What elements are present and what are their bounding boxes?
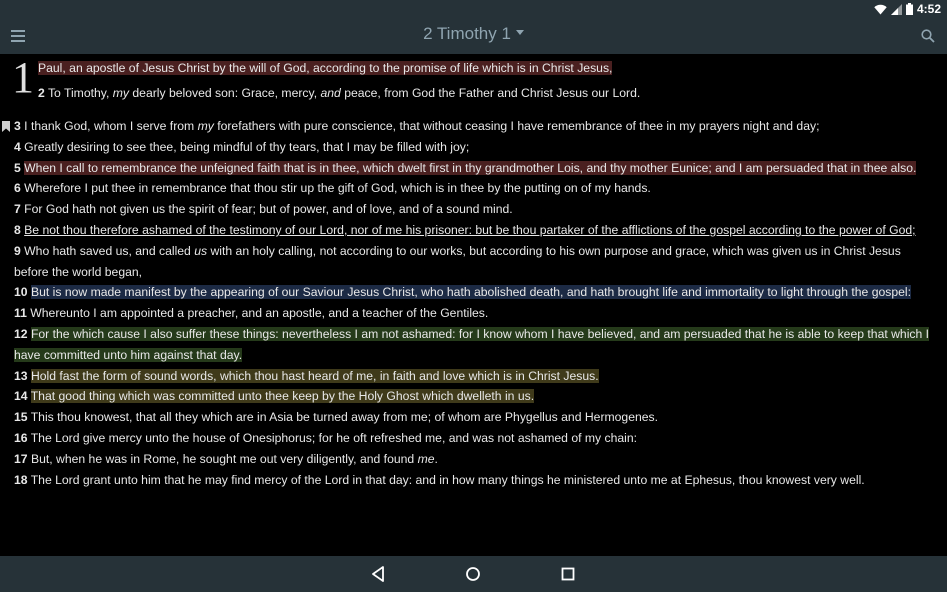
chevron-down-icon bbox=[516, 30, 524, 35]
verse-number: 11 bbox=[14, 306, 27, 321]
verse-9[interactable] bbox=[14, 241, 934, 283]
verse-8[interactable] bbox=[14, 220, 934, 241]
status-time: 4:52 bbox=[916, 2, 941, 16]
bible-text-view[interactable] bbox=[0, 54, 947, 556]
verse-15[interactable] bbox=[14, 407, 934, 428]
verse-text: . bbox=[434, 451, 438, 466]
verse-list bbox=[14, 116, 934, 490]
verse-number: 6 bbox=[14, 181, 21, 196]
verse-11[interactable] bbox=[14, 303, 934, 324]
verse-number: 9 bbox=[14, 243, 21, 258]
verse-number: 2 bbox=[38, 86, 45, 100]
verse-text: Whereunto I am appointed a preacher, and an apostle, and a teacher of the Gentiles. bbox=[26, 306, 489, 321]
verse-14[interactable] bbox=[14, 386, 934, 407]
verse-text: This thou knowest, that all they which are in Asia be turned away from me; of whom are Phygellus and Hermogenes. bbox=[27, 410, 659, 425]
verse-text-italic: my bbox=[197, 119, 214, 133]
back-icon[interactable] bbox=[370, 565, 388, 583]
wifi-icon bbox=[874, 4, 887, 15]
verse-text: But, when he was in Rome, he sought me out very diligently, and found bbox=[27, 451, 418, 466]
signal-icon bbox=[891, 4, 902, 15]
verse-6[interactable] bbox=[14, 178, 934, 199]
verse-text: peace, from God the Father and Christ Jesus our Lord. bbox=[340, 86, 641, 100]
verse-16[interactable] bbox=[14, 428, 934, 449]
verse-text: I thank God, whom I serve from bbox=[20, 119, 198, 133]
verse-number: 12 bbox=[14, 326, 28, 341]
verse-number: 14 bbox=[14, 389, 28, 404]
verse-12[interactable] bbox=[14, 324, 934, 366]
verse-text: Who hath saved us, and called bbox=[20, 243, 195, 258]
verse-text: Wherefore I put thee in remembrance that thou stir up the gift of God, which is in thee by the putting on of my hands. bbox=[20, 181, 651, 196]
verse-number: 7 bbox=[14, 202, 21, 217]
verse-text: For the which cause I also suffer these things: nevertheless I am not ashamed: for I know whom I have believed, and am persuaded that he is able to keep that which I have committed unto him against that day. bbox=[14, 326, 930, 362]
recents-icon[interactable] bbox=[559, 565, 577, 583]
system-nav-bar bbox=[0, 556, 947, 592]
verse-17[interactable] bbox=[14, 449, 934, 470]
verse-number: 3 bbox=[14, 119, 21, 133]
verse-text: with an holy calling, not according to our works, but according to his own purpose and grace, which was given us in Christ Jesus before the world began, bbox=[14, 243, 901, 279]
verse-3[interactable] bbox=[14, 116, 934, 137]
verse-number: 13 bbox=[14, 368, 28, 383]
chapter-number: 1 bbox=[12, 54, 34, 102]
verse-text: Paul, an apostle of Jesus Christ by the will of God, according to the promise of life which is in Christ Jesus, bbox=[38, 61, 613, 75]
verse-text: Greatly desiring to see thee, being mindful of thy tears, that I may be filled with joy; bbox=[20, 139, 470, 154]
verse-text: Be not thou therefore ashamed of the testimony of our Lord, nor of me his prisoner: but be thou partaker of the afflictions of the gospel according to the power of God; bbox=[24, 222, 916, 237]
verse-1[interactable] bbox=[38, 58, 612, 79]
verse-10[interactable] bbox=[14, 282, 934, 303]
verse-2[interactable] bbox=[38, 83, 640, 104]
verse-number: 17 bbox=[14, 451, 28, 466]
verse-7[interactable] bbox=[14, 199, 934, 220]
verse-text: When I call to remembrance the unfeigned faith that is in thee, which dwelt first in thy grandmother Lois, and thy mother Eunice; and I am persuaded that in thee also. bbox=[24, 160, 917, 175]
verse-number: 5 bbox=[14, 160, 21, 175]
app-bar bbox=[0, 18, 947, 54]
verse-text: That good thing which was committed unto thee keep by the Holy Ghost which dwelleth in us. bbox=[30, 389, 535, 404]
page-title: 2 Timothy 1 bbox=[423, 24, 511, 43]
verse-number: 10 bbox=[14, 285, 28, 300]
verse-18[interactable] bbox=[14, 470, 934, 491]
verse-13[interactable] bbox=[14, 366, 934, 387]
bookmark-icon[interactable] bbox=[2, 121, 10, 132]
verse-text: The Lord grant unto him that he may find mercy of the Lord in that day: and in how many things he ministered unto me at Ephesus, thou knowest very well. bbox=[27, 472, 865, 487]
verse-text: The Lord give mercy unto the house of Onesiphorus; for he oft refreshed me, and was not ashamed of my chain: bbox=[27, 430, 638, 445]
verse-5[interactable] bbox=[14, 158, 934, 179]
search-icon[interactable] bbox=[921, 29, 935, 43]
verse-text: For God hath not given us the spirit of fear; but of power, and of love, and of a sound mind. bbox=[20, 202, 513, 217]
verse-text-italic: me bbox=[417, 451, 435, 466]
verse-4[interactable] bbox=[14, 137, 934, 158]
verse-text-italic: us bbox=[194, 243, 208, 258]
status-bar bbox=[0, 0, 947, 18]
verse-number: 18 bbox=[14, 472, 28, 487]
book-chapter-selector[interactable] bbox=[423, 24, 524, 43]
verse-text-italic: and bbox=[320, 86, 341, 100]
verse-text: dearly beloved son: Grace, mercy, bbox=[129, 86, 321, 100]
verse-number: 4 bbox=[14, 139, 21, 154]
verse-text: To Timothy, bbox=[44, 86, 113, 100]
verse-number: 16 bbox=[14, 430, 28, 445]
battery-icon bbox=[906, 3, 913, 15]
verse-number: 8 bbox=[14, 222, 21, 237]
verse-text: Hold fast the form of sound words, which thou hast heard of me, in faith and love which is in Christ Jesus. bbox=[30, 368, 599, 383]
verse-text: But is now made manifest by the appearing of our Saviour Jesus Christ, who hath abolished death, and hath brought life and immortality to light through the gospel: bbox=[30, 285, 912, 300]
verse-number: 15 bbox=[14, 410, 28, 425]
home-icon[interactable] bbox=[464, 565, 482, 583]
verse-text: forefathers with pure conscience, that without ceasing I have remembrance of thee in my prayers night and day; bbox=[213, 119, 820, 133]
verse-text-italic: my bbox=[112, 86, 129, 100]
